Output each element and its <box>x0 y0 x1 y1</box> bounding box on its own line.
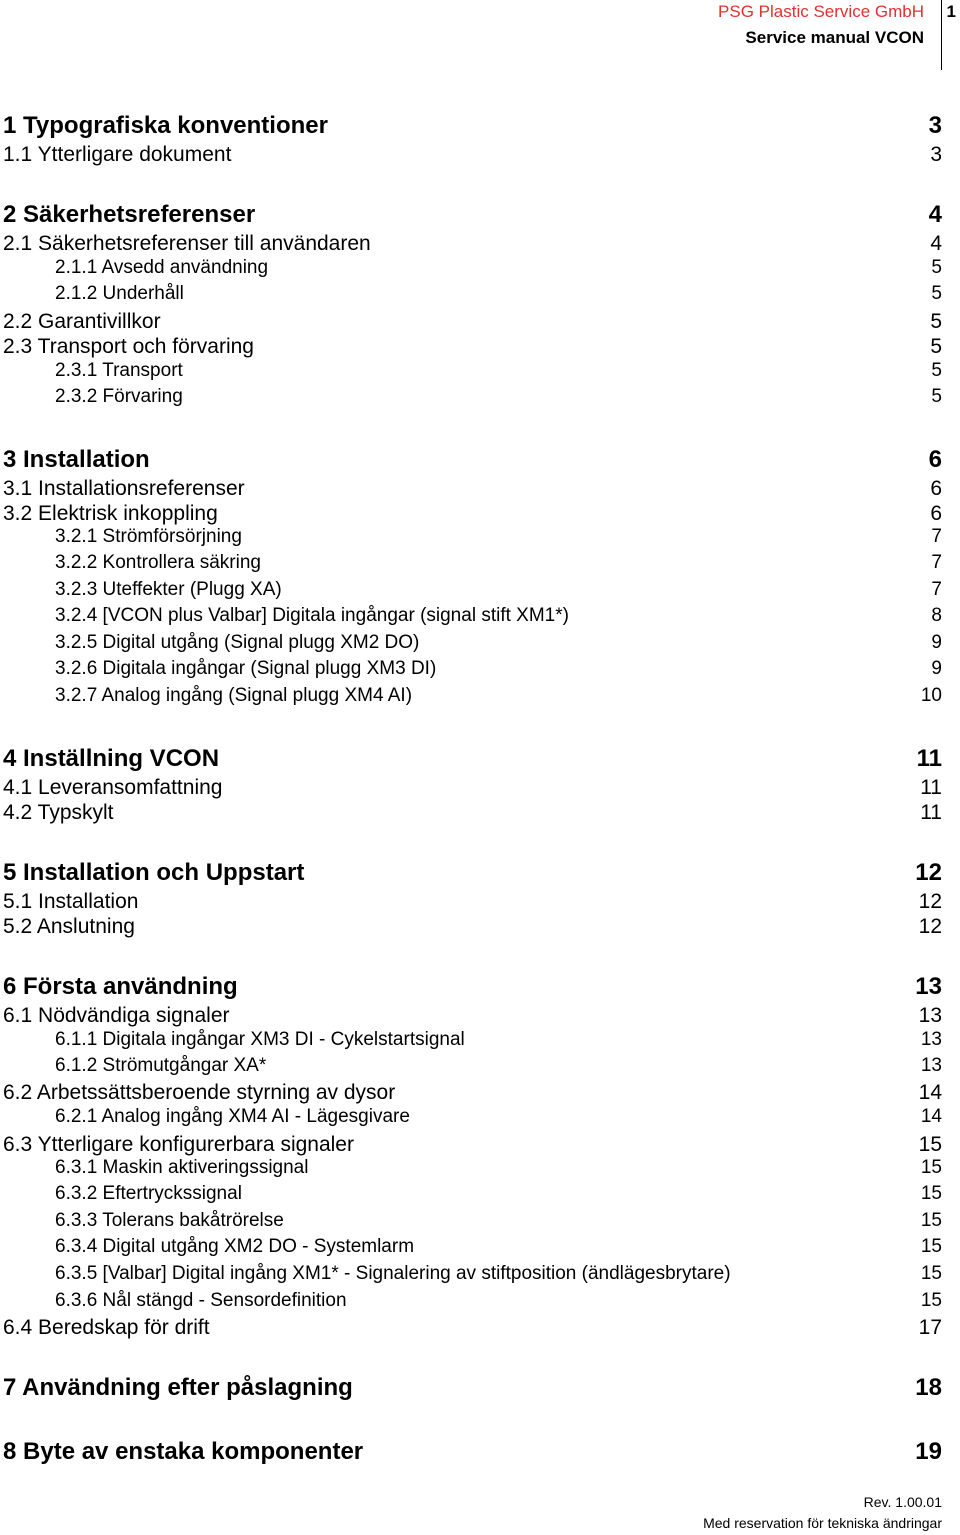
toc-entry-title: 2.2 Garantivillkor <box>3 310 161 333</box>
toc-entry-title: 3.1 Installationsreferenser <box>3 477 245 500</box>
toc-entry-title: 6.3.1 Maskin aktiveringssignal <box>55 1157 309 1178</box>
toc-entry[interactable] <box>0 632 960 660</box>
toc-entry-title: 6.2.1 Analog ingång XM4 AI - Lägesgivare <box>55 1106 410 1127</box>
toc-entry-page: 5 <box>931 283 942 304</box>
toc-entry[interactable] <box>0 685 960 713</box>
toc-entry-page: 15 <box>920 1157 942 1178</box>
page-number: 1 <box>946 2 956 21</box>
toc-entry[interactable] <box>0 1004 960 1032</box>
toc-entry-page: 6 <box>928 446 942 473</box>
toc-entry-page: 11 <box>920 801 942 824</box>
toc-entry-title: 4 Inställning VCON <box>3 745 220 772</box>
toc-entry-title: 8 Byte av enstaka komponenter <box>3 1438 364 1465</box>
toc-entry-title: 6.3.4 Digital utgång XM2 DO - Systemlarm <box>55 1236 415 1257</box>
toc-entry[interactable] <box>0 1438 960 1466</box>
toc-entry-page: 5 <box>931 360 942 381</box>
toc-entry-page: 15 <box>920 1236 942 1257</box>
footer-note: Med reservation för tekniska ändringar <box>703 1515 942 1531</box>
toc-entry-page: 9 <box>931 632 942 653</box>
toc-entry[interactable] <box>0 477 960 505</box>
toc-entry[interactable] <box>0 605 960 633</box>
company-name: PSG Plastic Service GmbH <box>718 2 924 21</box>
toc-entry[interactable] <box>0 386 960 414</box>
toc-entry-title: 6.1.1 Digitala ingångar XM3 DI - Cykelstartsignal <box>55 1029 465 1050</box>
toc-entry-title: 3.2.1 Strömförsörjning <box>55 526 242 547</box>
toc-entry-title: 4.1 Leveransomfattning <box>3 776 223 799</box>
toc-entry-page: 3 <box>928 112 942 139</box>
toc-entry[interactable] <box>0 1081 960 1109</box>
toc-entry[interactable] <box>0 201 960 229</box>
toc-entry-title: 2.1.2 Underhåll <box>55 283 184 304</box>
toc-entry-title: 3.2 Elektrisk inkoppling <box>3 502 218 525</box>
toc-entry[interactable] <box>0 1210 960 1238</box>
toc-entry[interactable] <box>0 360 960 388</box>
toc-entry-page: 7 <box>931 579 942 600</box>
toc-entry[interactable] <box>0 776 960 804</box>
toc-entry-title: 2 Säkerhetsreferenser <box>3 201 256 228</box>
toc-entry-page: 8 <box>931 605 942 626</box>
toc-entry-page: 13 <box>915 973 942 1000</box>
toc-entry[interactable] <box>0 1055 960 1083</box>
toc-entry[interactable] <box>0 1263 960 1291</box>
toc-entry-page: 6 <box>930 502 942 525</box>
toc-entry-title: 6.1 Nödvändiga signaler <box>3 1004 230 1027</box>
toc-entry[interactable] <box>0 143 960 171</box>
toc-entry-page: 15 <box>920 1210 942 1231</box>
toc-entry-title: 3.2.5 Digital utgång (Signal plugg XM2 DO) <box>55 632 420 653</box>
toc-entry[interactable] <box>0 1183 960 1211</box>
toc-entry-title: 7 Användning efter påslagning <box>3 1374 353 1401</box>
toc-entry-page: 11 <box>916 745 942 772</box>
toc-entry[interactable] <box>0 283 960 311</box>
toc-entry-title: 6.4 Beredskap för drift <box>3 1316 210 1339</box>
toc-entry[interactable] <box>0 973 960 1001</box>
toc-entry[interactable] <box>0 552 960 580</box>
toc-entry[interactable] <box>0 658 960 686</box>
toc-entry-title: 6.1.2 Strömutgångar XA* <box>55 1055 267 1076</box>
toc-entry-title: 6.3.2 Eftertryckssignal <box>55 1183 242 1204</box>
toc-entry-page: 15 <box>920 1263 942 1284</box>
toc-entry-title: 3.2.4 [VCON plus Valbar] Digitala ingångar (signal stift XM1*) <box>55 605 569 626</box>
toc-entry-page: 12 <box>918 915 942 938</box>
toc-entry[interactable] <box>0 1106 960 1134</box>
toc-entry-title: 3.2.2 Kontrollera säkring <box>55 552 261 573</box>
toc-entry-title: 6.2 Arbetssättsberoende styrning av dysor <box>3 1081 396 1104</box>
toc-entry-page: 19 <box>915 1438 942 1465</box>
toc-entry-title: 6.3.6 Nål stängd - Sensordefinition <box>55 1290 347 1311</box>
toc-entry-page: 4 <box>928 201 942 228</box>
toc-entry-title: 3.2.6 Digitala ingångar (Signal plugg XM3 DI) <box>55 658 437 679</box>
toc-entry-title: 6.3.3 Tolerans bakåtrörelse <box>55 1210 284 1231</box>
toc-entry-page: 6 <box>930 477 942 500</box>
toc-entry-page: 12 <box>915 859 942 886</box>
toc-entry-page: 15 <box>920 1290 942 1311</box>
toc-entry[interactable] <box>0 526 960 554</box>
toc-entry[interactable] <box>0 859 960 887</box>
toc-entry-page: 13 <box>920 1029 942 1050</box>
toc-entry[interactable] <box>0 232 960 260</box>
toc-entry[interactable] <box>0 1236 960 1264</box>
toc-entry-page: 9 <box>931 658 942 679</box>
toc-entry-page: 12 <box>918 890 942 913</box>
toc-entry-page: 3 <box>930 143 942 166</box>
toc-entry-page: 5 <box>930 335 942 358</box>
toc-entry-page: 14 <box>918 1081 942 1104</box>
toc-entry-page: 5 <box>931 257 942 278</box>
toc-entry-page: 13 <box>920 1055 942 1076</box>
toc-entry-title: 5.1 Installation <box>3 890 139 913</box>
toc-entry[interactable] <box>0 579 960 607</box>
toc-entry-title: 5.2 Anslutning <box>3 915 135 938</box>
toc-entry[interactable] <box>0 801 960 829</box>
toc-entry-title: 6.3.5 [Valbar] Digital ingång XM1* - Signalering av stiftposition (ändlägesbrytare) <box>55 1263 731 1284</box>
toc-entry-title: 2.1.1 Avsedd användning <box>55 257 269 278</box>
toc-entry[interactable] <box>0 310 960 338</box>
toc-entry[interactable] <box>0 1316 960 1344</box>
toc-entry[interactable] <box>0 257 960 285</box>
toc-entry-title: 2.3.1 Transport <box>55 360 183 381</box>
toc-entry[interactable] <box>0 446 960 474</box>
toc-entry-page: 15 <box>918 1133 942 1156</box>
toc-entry-page: 4 <box>930 232 942 255</box>
toc-entry-page: 15 <box>920 1183 942 1204</box>
toc-entry[interactable] <box>0 745 960 773</box>
toc-entry-page: 7 <box>931 526 942 547</box>
toc-entry-title: 6 Första användning <box>3 973 238 1000</box>
toc-entry-title: 2.1 Säkerhetsreferenser till användaren <box>3 232 371 255</box>
toc-entry-page: 10 <box>920 685 942 706</box>
toc-entry-page: 5 <box>931 386 942 407</box>
toc-entry[interactable] <box>0 112 960 140</box>
toc-entry-title: 2.3 Transport och förvaring <box>3 335 254 358</box>
toc-entry-title: 3 Installation <box>3 446 150 473</box>
toc-entry[interactable] <box>0 1290 960 1318</box>
toc-entry[interactable] <box>0 1029 960 1057</box>
toc-entry-page: 5 <box>930 310 942 333</box>
toc-entry-title: 3.2.3 Uteffekter (Plugg XA) <box>55 579 282 600</box>
toc-entry[interactable] <box>0 1157 960 1185</box>
revision-label: Rev. 1.00.01 <box>863 1494 942 1510</box>
toc-entry-page: 18 <box>915 1374 942 1401</box>
toc-entry-title: 4.2 Typskylt <box>3 801 114 824</box>
toc-entry-title: 6.3 Ytterligare konfigurerbara signaler <box>3 1133 354 1156</box>
toc-entry-title: 1.1 Ytterligare dokument <box>3 143 232 166</box>
toc-entry-page: 7 <box>931 552 942 573</box>
manual-title: Service manual VCON <box>745 28 924 47</box>
toc-entry[interactable] <box>0 335 960 363</box>
toc-entry-page: 11 <box>920 776 942 799</box>
toc-entry[interactable] <box>0 1374 960 1402</box>
toc-entry-page: 14 <box>920 1106 942 1127</box>
toc-entry-title: 1 Typografiska konventioner <box>3 112 328 139</box>
toc-entry-page: 13 <box>918 1004 942 1027</box>
toc-entry[interactable] <box>0 915 960 943</box>
toc-entry[interactable] <box>0 890 960 918</box>
toc-entry-title: 3.2.7 Analog ingång (Signal plugg XM4 AI) <box>55 685 413 706</box>
toc-entry-title: 5 Installation och Uppstart <box>3 859 305 886</box>
toc-entry-page: 17 <box>918 1316 942 1339</box>
toc-entry-title: 2.3.2 Förvaring <box>55 386 183 407</box>
